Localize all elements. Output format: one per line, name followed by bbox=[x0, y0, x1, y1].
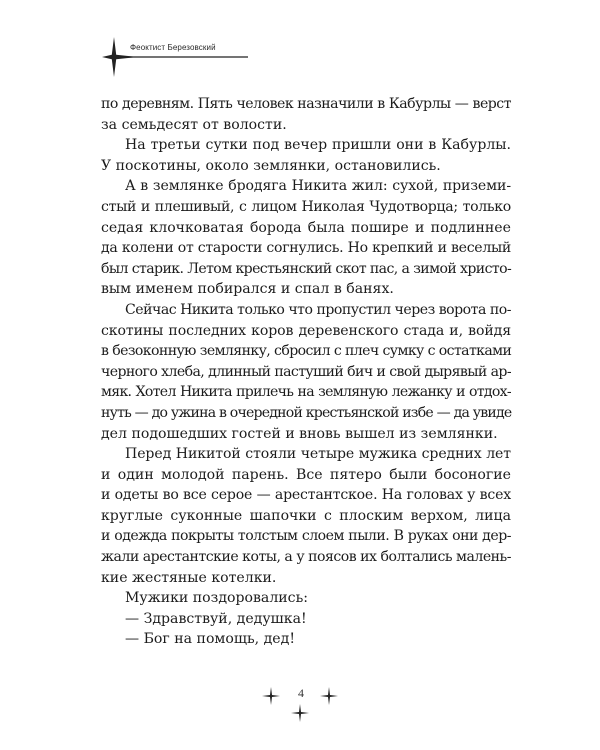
text-line: — Здравствуй, дедушка! bbox=[125, 610, 307, 627]
text-line: нуть — до ужина в очередной крестьянской избе — да увиде bbox=[101, 404, 512, 421]
text-line: Сейчас Никита только что пропустил через ворота по- bbox=[125, 301, 511, 318]
footer-star-right-icon bbox=[320, 687, 338, 705]
page-footer bbox=[0, 680, 600, 725]
text-line: за семьдесят от волости. bbox=[101, 116, 287, 133]
text-line: На третьи сутки под вечер пришли они в Кабурлы. bbox=[125, 137, 511, 154]
text-line: дел подошедших гостей и вновь вышел из землянки. bbox=[101, 425, 498, 442]
text-line: стый и плешивый, с лицом Николая Чудотворца; только bbox=[101, 198, 511, 215]
text-line: вым именем побирался и спал в банях. bbox=[101, 281, 394, 298]
text-line: и одеты во все серое — арестантское. На головах у всех bbox=[101, 487, 511, 504]
text-line: Мужики поздоровались: bbox=[125, 590, 308, 607]
body-text bbox=[101, 94, 511, 650]
text-line: и одежда покрыты толстым слоем пыли. В руках они дер- bbox=[101, 528, 511, 545]
page-number: 4 bbox=[298, 686, 304, 700]
text-line: черного хлеба, длинный пастуший бич и свой дырявый ар- bbox=[101, 363, 511, 380]
running-header-author: Феоктист Березовский bbox=[130, 43, 216, 52]
footer-star-bottom-icon bbox=[291, 704, 309, 722]
text-line: жали арестантские коты, а у поясов их болтались малень- bbox=[101, 549, 511, 566]
text-line: в безоконную землянку, сбросил с плеч сумку с остатками bbox=[101, 343, 512, 360]
text-line: У поскотины, около землянки, остановились. bbox=[101, 157, 441, 174]
text-line: мяк. Хотел Никита прилечь на земляную лежанку и отдох- bbox=[101, 384, 511, 401]
text-line: по деревням. Пять человек назначили в Кабурлы — верст bbox=[101, 96, 511, 112]
footer-star-left-icon bbox=[262, 687, 280, 705]
text-line: А в землянке бродяга Никита жил: сухой, приземи- bbox=[125, 178, 511, 195]
text-line: да колени от старости согнулись. Но крепкий и веселый bbox=[101, 240, 511, 257]
text-line: седая клочковатая борода была пошире и подлиннее bbox=[101, 219, 511, 236]
text-line: — Бог на помощь, дед! bbox=[125, 631, 295, 648]
text-line: Перед Никитой стояли четыре мужика средних лет bbox=[125, 446, 511, 463]
text-line: и один молодой парень. Все пятеро были босоногие bbox=[101, 466, 511, 483]
text-line: скотины последних коров деревенского стада и, войдя bbox=[101, 322, 511, 339]
text-line: круглые суконные шапочки с плоским верхом, лица bbox=[101, 507, 511, 524]
text-line: был старик. Летом крестьянский скот пас, а зимой христо- bbox=[101, 260, 512, 277]
header-star-ornament-icon bbox=[100, 35, 250, 79]
text-line: кие жестяные котелки. bbox=[101, 569, 277, 586]
